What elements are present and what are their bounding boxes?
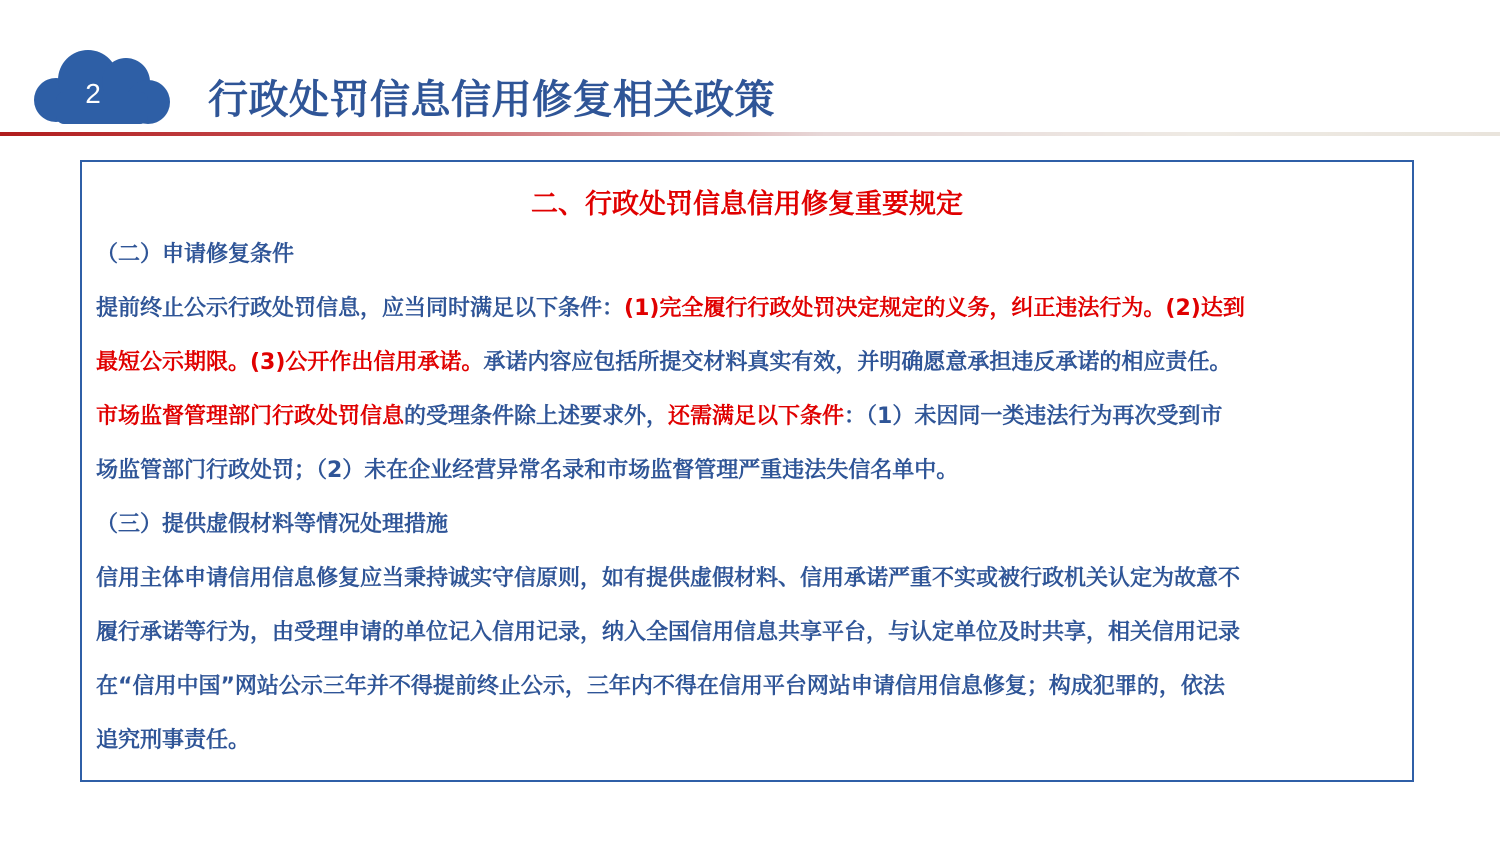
page-title: 行政处罚信息信用修复相关政策 xyxy=(208,77,775,123)
paragraph-3-line-1: 信用主体申请信用信息修复应当秉持诚实守信原则，如有提供虚假材料、信用承诺严重不实或被行政机关认定为故意不 xyxy=(96,566,1241,591)
section-number: 2 xyxy=(85,78,101,109)
text-run: 提前终止公示行政处罚信息，应当同时满足以下条件： xyxy=(96,296,625,321)
text-run-highlight: 最短公示期限。(3)公开作出信用承诺。 xyxy=(96,350,484,375)
text-run: 的受理条件除上述要求外， xyxy=(404,404,669,429)
paragraph-3-line-4: 追究刑事责任。 xyxy=(96,728,251,753)
content-heading: 二、行政处罚信息信用修复重要规定 xyxy=(531,189,963,220)
text-run-highlight: 市场监督管理部门行政处罚信息 xyxy=(96,404,405,429)
section-2-title: （二）申请修复条件 xyxy=(96,242,295,267)
paragraph-1-line-2 xyxy=(96,348,1231,378)
paragraph-3-line-2: 履行承诺等行为，由受理申请的单位记入信用记录，纳入全国信用信息共享平台，与认定单位及时共享，相关信用记录 xyxy=(96,620,1241,645)
text-run-highlight: (1)完全履行行政处罚决定规定的义务，纠正违法行为。(2)达到 xyxy=(624,296,1245,321)
content-box xyxy=(80,160,1414,782)
paragraph-2-line-2: 场监管部门行政处罚；（2）未在企业经营异常名录和市场监督管理严重违法失信名单中。 xyxy=(96,458,959,483)
text-run: 承诺内容应包括所提交材料真实有效，并明确愿意承担违反承诺的相应责任。 xyxy=(483,350,1232,375)
paragraph-3-line-3: 在“信用中国”网站公示三年并不得提前终止公示，三年内不得在信用平台网站申请信用信息修复；构成犯罪的，依法 xyxy=(96,674,1225,699)
paragraph-1-line-1 xyxy=(96,294,1245,324)
section-3-title: （三）提供虚假材料等情况处理措施 xyxy=(96,512,449,537)
text-run-highlight: 还需满足以下条件 xyxy=(668,404,845,429)
paragraph-2-line-1 xyxy=(96,402,1222,432)
text-run: ：（1）未因同一类违法行为再次受到市 xyxy=(844,404,1223,429)
title-divider xyxy=(0,132,1500,136)
